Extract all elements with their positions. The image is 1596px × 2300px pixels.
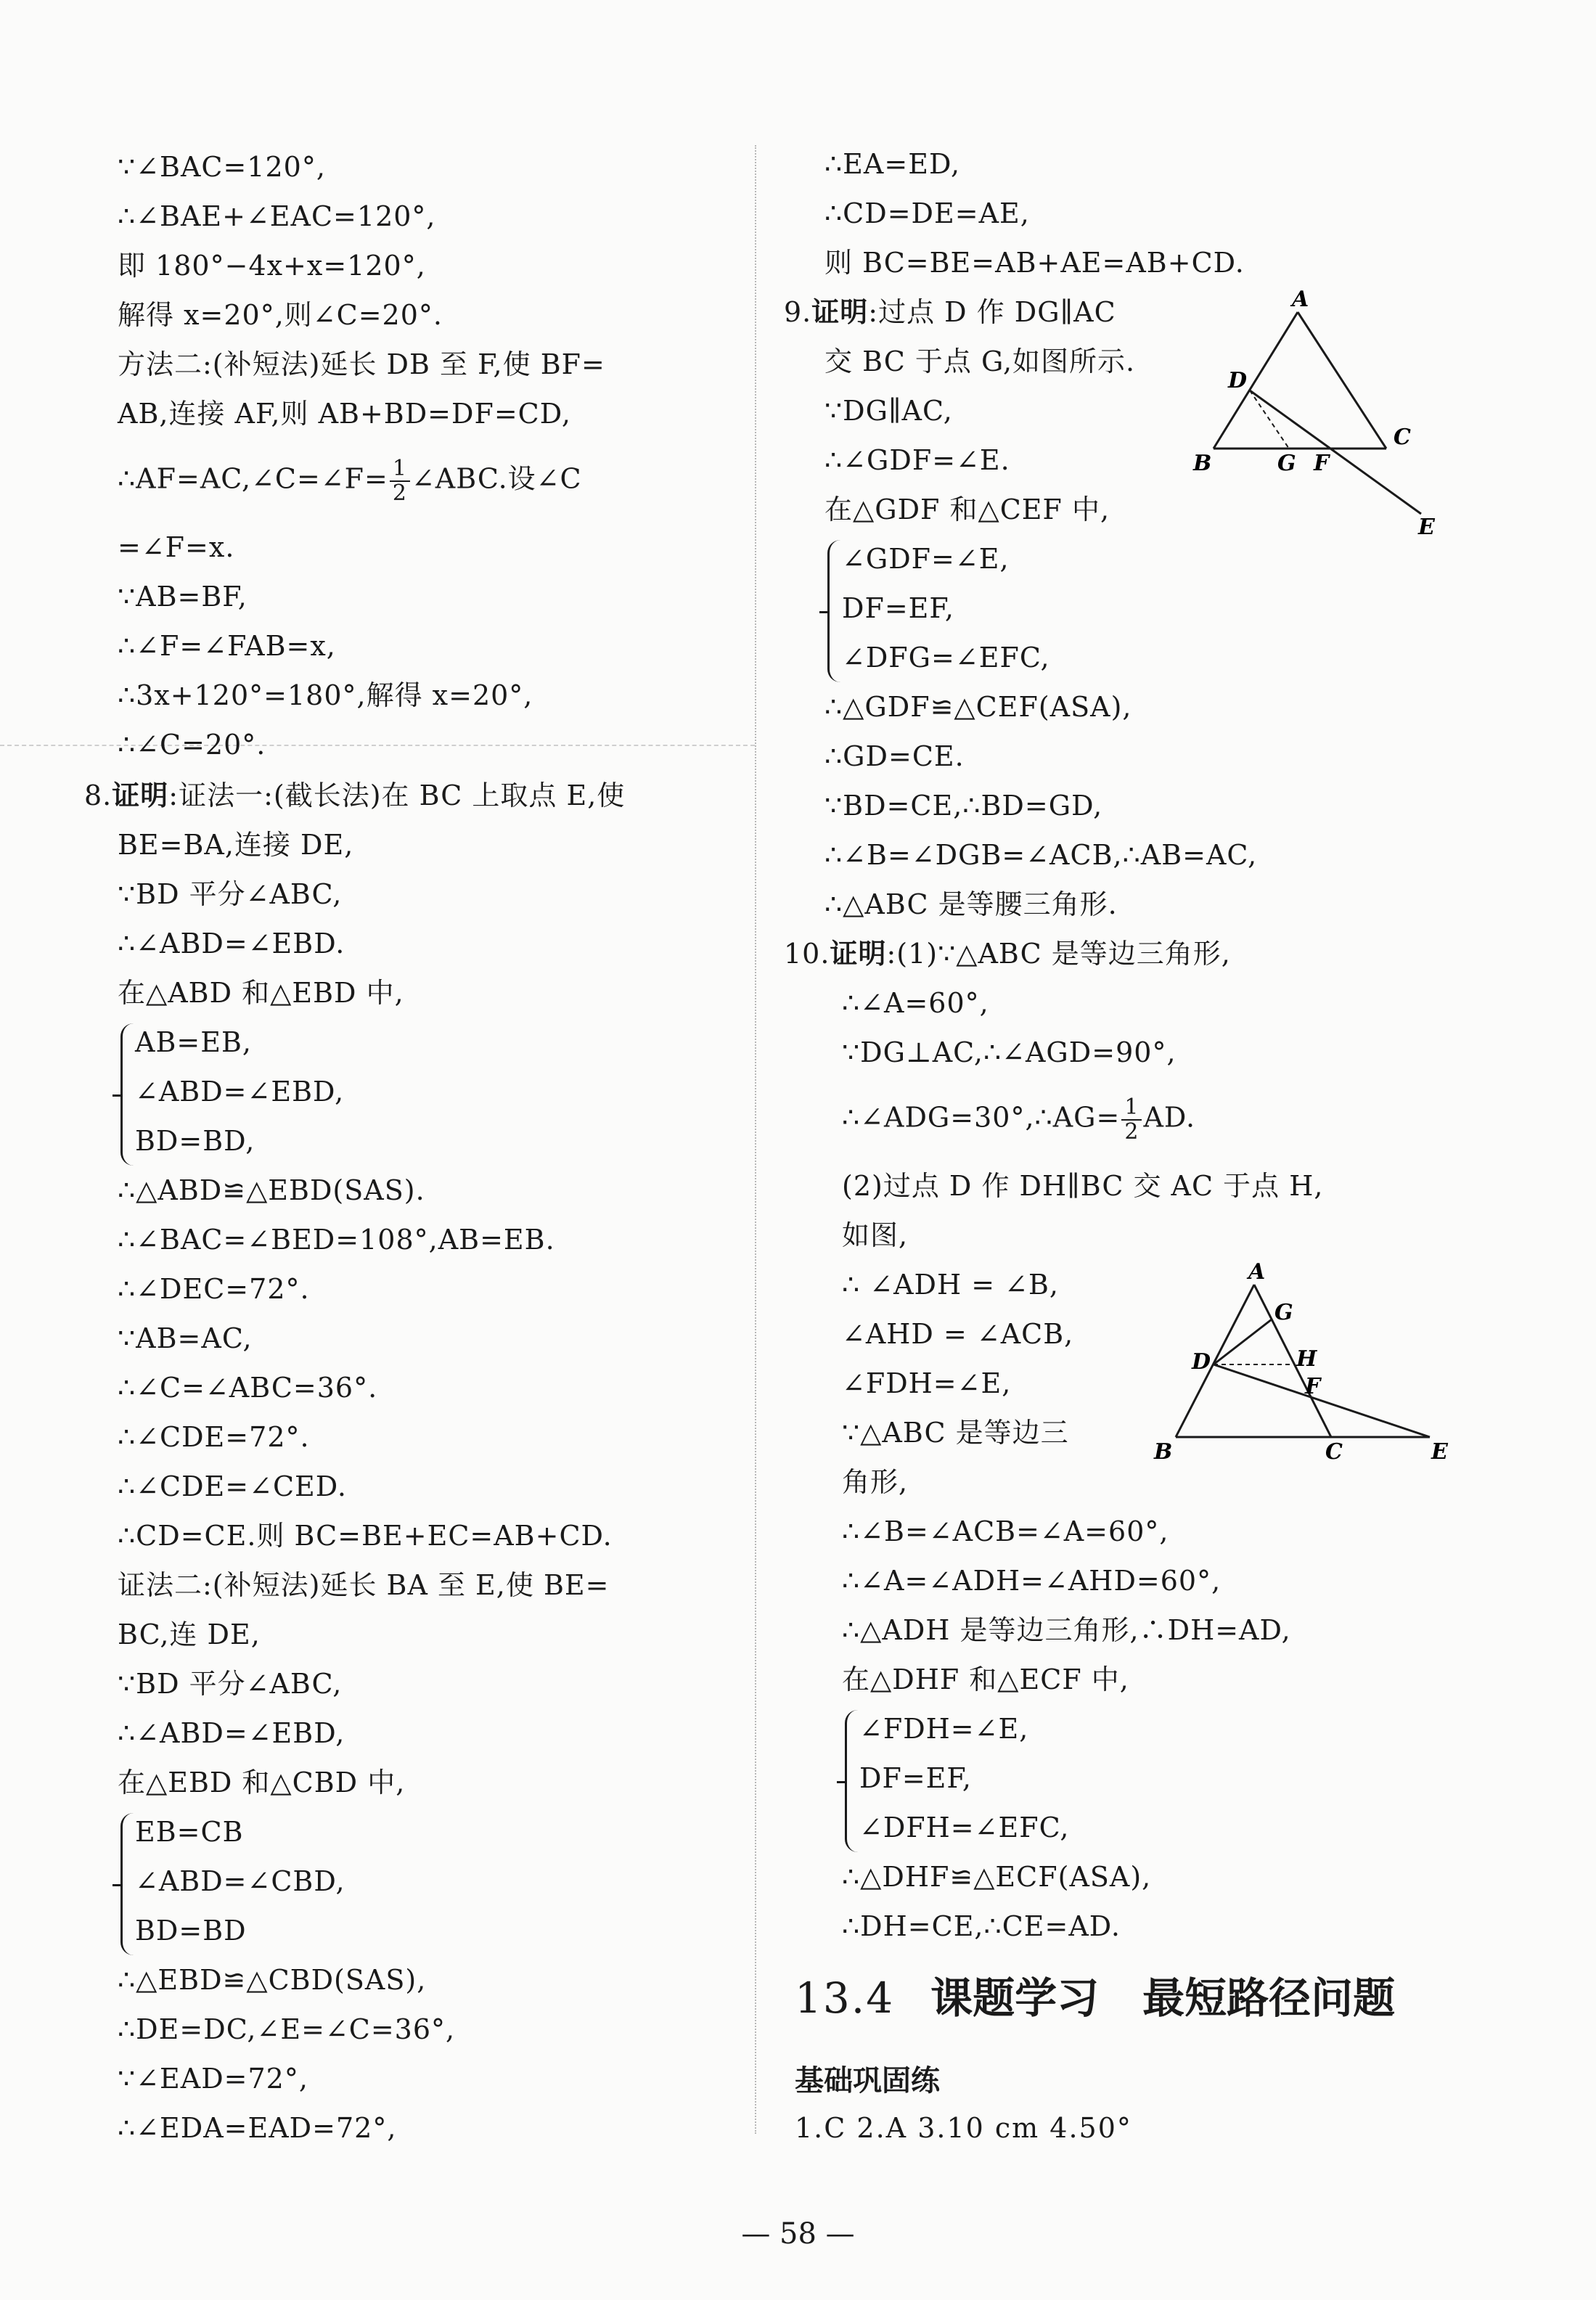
segment-de [1250, 390, 1421, 514]
figure-problem-9 [1190, 290, 1452, 537]
text-line: ∴CD=CE.则 BC=BE+EC=AB+CD. [118, 1520, 613, 1552]
segment-ab [1176, 1285, 1254, 1437]
text-line: 即 180°−4x+x=120°, [118, 250, 426, 282]
segment-ac [1298, 312, 1386, 449]
segment-dg [1214, 1319, 1272, 1364]
item-8-first-line: 8.证明:证法一:(截长法)在 BC 上取点 E,使 [84, 779, 626, 811]
text-line: ∴∠C=∠ABC=36°. [118, 1372, 378, 1404]
text-line: ∵AB=BF, [118, 581, 247, 613]
segment-de [1214, 1364, 1430, 1437]
text-line: DF=EF, [842, 592, 954, 624]
text-line: ∵BD 平分∠ABC, [118, 1668, 343, 1700]
text-line: ∠FDH=∠E, [842, 1367, 1012, 1399]
fraction-line-before: ∴AF=AC,∠C=∠F= [118, 462, 388, 495]
text-line: BE=BA,连接 DE, [118, 829, 354, 861]
label-e: E [1431, 1439, 1448, 1465]
label-b: B [1154, 1439, 1173, 1465]
page-number: — 58 — [741, 2217, 855, 2251]
fraction-denominator: 2 [1124, 1119, 1139, 1145]
text-line: ∴∠A=∠ADH=∠AHD=60°, [842, 1565, 1221, 1597]
text-line: 交 BC 于点 G,如图所示. [824, 345, 1136, 377]
text-line: ∵DG∥AC, [824, 395, 953, 427]
fold-line [0, 745, 755, 746]
fraction-line-before: ∴∠ADG=30°,∴AG= [842, 1101, 1121, 1134]
text-line: 在△ABD 和△EBD 中, [118, 977, 404, 1009]
text-line: EB=CB [135, 1816, 244, 1848]
text-line: (1)∵△ABC 是等边三角形, [896, 938, 1231, 970]
figure-problem-10 [1147, 1263, 1452, 1473]
text-line: ∴∠ABD=∠EBD, [118, 1717, 345, 1749]
text-line: ∴∠BAC=∠BED=108°,AB=EB. [118, 1224, 555, 1256]
text-line: ∴CD=DE=AE, [824, 197, 1030, 229]
text-line: ∴∠B=∠ACB=∠A=60°, [842, 1515, 1169, 1547]
text-line: ∴△GDF≌△CEF(ASA), [824, 691, 1132, 723]
fraction-line-after: ∠ABC.设∠C [411, 462, 582, 495]
fraction-denominator: 2 [392, 480, 407, 506]
text-line: (2)过点 D 作 DH∥BC 交 AC 于点 H, [842, 1170, 1324, 1202]
fraction-line [118, 457, 582, 505]
fraction-half [1121, 1096, 1142, 1144]
text-line: 如图, [842, 1219, 909, 1251]
label-f: F [1314, 451, 1330, 476]
text-line: 则 BC=BE=AB+AE=AB+CD. [824, 247, 1245, 279]
text-line: ∴△ABC 是等腰三角形. [824, 888, 1118, 920]
text-line: ∵DG⊥AC,∴∠AGD=90°, [842, 1036, 1176, 1068]
text-line: ∴∠EDA=EAD=72°, [118, 2112, 397, 2144]
text-line: ∴△DHF≌△ECF(ASA), [842, 1861, 1152, 1893]
section-title-part1: 课题学习 [930, 1973, 1100, 2023]
text-line: ∴∠ABD=∠EBD. [118, 928, 345, 959]
item-number: 8. [84, 779, 112, 811]
item-10-first-line: 10.证明:(1)∵△ABC 是等边三角形, [784, 938, 1231, 970]
section-title-part2: 最短路径问题 [1142, 1973, 1396, 2023]
text-line: ∵△ABC 是等边三 [842, 1417, 1069, 1449]
column-divider [755, 145, 756, 2134]
label-f: F [1305, 1374, 1321, 1399]
text-line: 在△EBD 和△CBD 中, [118, 1767, 406, 1798]
label-b: B [1193, 451, 1212, 476]
item-number: 9. [784, 296, 812, 328]
fraction-numerator: 1 [390, 457, 410, 482]
text-line: ∵BD=CE,∴BD=GD, [824, 790, 1103, 822]
fraction-numerator: 1 [1121, 1096, 1142, 1121]
label-h: H [1296, 1346, 1317, 1372]
label-e: E [1418, 515, 1435, 537]
text-line: ∠AHD = ∠ACB, [842, 1318, 1074, 1350]
left-brace [120, 1813, 136, 1955]
segment-ab [1214, 312, 1298, 449]
label-d: D [1192, 1349, 1211, 1375]
text-line: 方法二:(补短法)延长 DB 至 F,使 BF= [118, 348, 605, 380]
answer-line: 1.C 2.A 3.10 cm 4.50° [795, 2112, 1132, 2144]
section-number: 13.4 [795, 1973, 895, 2023]
text-line: ∴∠CDE=∠CED. [118, 1470, 347, 1502]
text-line: 在△GDF 和△CEF 中, [824, 494, 1110, 525]
text-line: ∵BD 平分∠ABC, [118, 878, 343, 910]
proof-label: 证明 [112, 779, 169, 811]
left-brace [120, 1023, 136, 1166]
item-9-first-line: 9.证明:过点 D 作 DG∥AC [784, 296, 1116, 328]
label-c: C [1325, 1439, 1343, 1465]
text-line: AB,连接 AF,则 AB+BD=DF=CD, [118, 398, 571, 430]
text-line: ∴DE=DC,∠E=∠C=36°, [118, 2013, 456, 2045]
text-line: ∠DFG=∠EFC, [842, 642, 1050, 674]
text-line: 证法二:(补短法)延长 BA 至 E,使 BE= [118, 1569, 610, 1601]
text-line: ∴∠BAE+∠EAC=120°, [118, 200, 436, 232]
text-line: ∵AB=AC, [118, 1322, 253, 1354]
text-line: 过点 D 作 DG∥AC [878, 296, 1116, 328]
text-line: BD=BD, [135, 1125, 255, 1157]
text-line: ∠ABD=∠EBD, [135, 1076, 345, 1108]
text-line: AB=EB, [135, 1026, 252, 1058]
text-line: ∴∠CDE=72°. [118, 1421, 310, 1453]
text-line: BC,连 DE, [118, 1618, 261, 1650]
label-d: D [1228, 368, 1248, 393]
text-line: ∴∠C=20°. [118, 729, 266, 761]
label-g: G [1277, 451, 1296, 476]
text-line: ∴∠GDF=∠E. [824, 444, 1010, 476]
text-line: ∴EA=ED, [824, 148, 961, 180]
text-line: ∠DFH=∠EFC, [859, 1812, 1070, 1843]
text-line: ∴∠B=∠DGB=∠ACB,∴AB=AC, [824, 839, 1258, 871]
section-heading [795, 1973, 1395, 2023]
text-line: ∴∠A=60°, [842, 987, 989, 1019]
text-line: 在△DHF 和△ECF 中, [842, 1663, 1129, 1695]
segment-dg-dashed [1250, 390, 1289, 449]
text-line: =∠F=x. [118, 531, 235, 563]
subheading: 基础巩固练 [795, 2064, 940, 2098]
text-line: ∴△ABD≌△EBD(SAS). [118, 1174, 425, 1206]
text-line: ∵∠EAD=72°, [118, 2063, 308, 2095]
text-line: ∴∠DEC=72°. [118, 1273, 310, 1305]
proof-label: 证明 [811, 296, 869, 328]
text-line: 证法一:(截长法)在 BC 上取点 E,使 [179, 779, 626, 811]
text-line: DF=EF, [859, 1762, 972, 1794]
text-line: ∠GDF=∠E, [842, 543, 1010, 575]
item-number: 10. [784, 938, 830, 970]
text-line: ∵∠BAC=120°, [118, 151, 326, 183]
text-line: ∴DH=CE,∴CE=AD. [842, 1910, 1121, 1942]
text-line: 解得 x=20°,则∠C=20°. [118, 299, 443, 331]
text-line: ∴3x+120°=180°,解得 x=20°, [118, 679, 533, 711]
label-a: A [1248, 1263, 1266, 1285]
label-c: C [1394, 425, 1411, 450]
text-line: ∴ ∠ADH = ∠B, [842, 1269, 1059, 1301]
text-line: ∴GD=CE. [824, 740, 965, 772]
text-line: ∴∠F=∠FAB=x, [118, 630, 336, 662]
fraction-half [390, 457, 410, 505]
label-a: A [1292, 290, 1309, 312]
text-line: ∠FDH=∠E, [859, 1713, 1029, 1745]
text-line: 角形, [842, 1466, 909, 1498]
left-brace [845, 1710, 860, 1852]
text-line: ∴△ADH 是等边三角形,∴DH=AD, [842, 1614, 1291, 1646]
fraction-line-after: AD. [1143, 1101, 1196, 1134]
text-line: ∴△EBD≌△CBD(SAS), [118, 1964, 427, 1996]
label-g: G [1274, 1300, 1293, 1325]
left-brace [827, 540, 843, 682]
text-line: ∠ABD=∠CBD, [135, 1865, 345, 1897]
proof-label: 证明 [830, 938, 887, 970]
text-line: BD=BD [135, 1915, 247, 1947]
fraction-line [842, 1096, 1195, 1144]
